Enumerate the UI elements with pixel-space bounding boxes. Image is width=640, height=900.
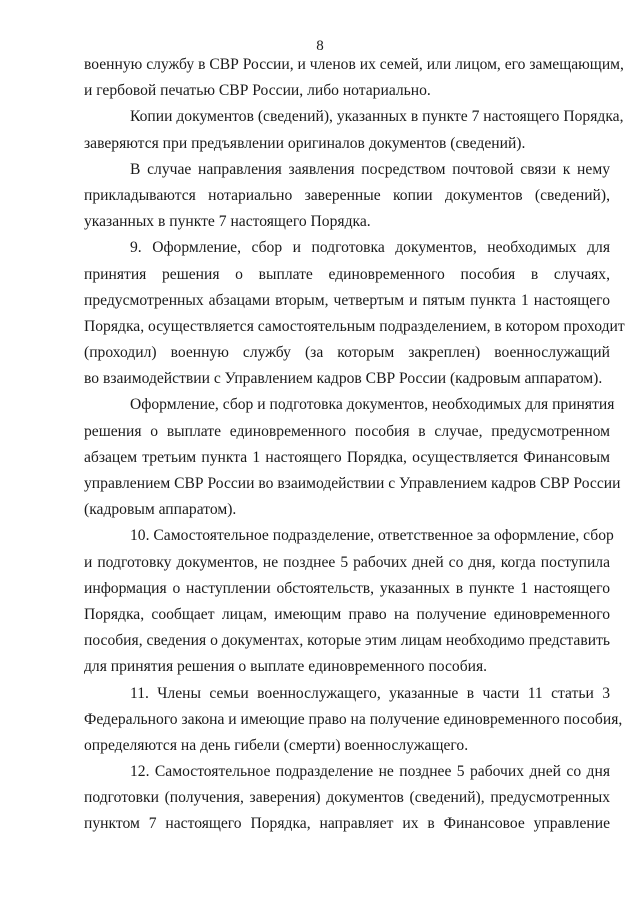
- text-line: пособия, сведения о документах, которые этим лицам необходимо представить: [84, 632, 610, 650]
- text-line: и подготовку документов, не позднее 5 рабочих дней со дня, когда поступила: [84, 553, 610, 571]
- paragraph: [84, 392, 621, 523]
- text-line: подготовки (получения, заверения) документов (сведений), предусмотренных: [84, 789, 610, 807]
- text-line: решения о выплате единовременного пособия в случае, предусмотренном: [84, 422, 610, 440]
- text-line: предусмотренных абзацами вторым, четвертым и пятым пункта 1 настоящего: [84, 291, 610, 309]
- text-line: заверяются при предъявлении оригиналов документов (сведений).: [84, 134, 526, 152]
- text-line: Порядка, сообщает лицам, имеющим право на получение единовременного: [84, 605, 610, 623]
- page-number: 8: [316, 38, 324, 54]
- text-line: (кадровым аппаратом).: [84, 501, 237, 519]
- text-line: Копии документов (сведений), указанных в пункте 7 настоящего Порядка,: [130, 108, 624, 126]
- text-line: принятия решения о выплате единовременного пособия в случаях,: [84, 265, 610, 283]
- text-line: абзацем третьим пункта 1 настоящего Порядка, осуществляется Финансовым: [84, 448, 610, 466]
- text-line: (проходил) военную службу (за которым закреплен) военнослужащий: [84, 344, 610, 362]
- text-line: Порядка, осуществляется самостоятельным подразделением, в котором проходит: [84, 317, 625, 335]
- paragraph: [84, 681, 623, 760]
- text-line: прикладываются нотариально заверенные копии документов (сведений),: [84, 186, 610, 204]
- text-line: пунктом 7 настоящего Порядка, направляет их в Финансовое управление: [84, 815, 610, 833]
- text-line: В случае направления заявления посредством почтовой связи к нему: [130, 160, 610, 178]
- paragraph: [84, 157, 610, 236]
- paragraph: [84, 104, 624, 156]
- paragraph: [84, 759, 610, 838]
- text-line: 12. Самостоятельное подразделение не позднее 5 рабочих дней со дня: [130, 763, 610, 781]
- text-line: и гербовой печатью СВР России, либо нотариально.: [84, 82, 431, 100]
- paragraph: [84, 523, 614, 680]
- document-body: [84, 52, 625, 838]
- text-line: определяются на день гибели (смерти) военнослужащего.: [84, 736, 469, 754]
- text-line: указанных в пункте 7 настоящего Порядка.: [84, 213, 371, 231]
- text-line: во взаимодействии с Управлением кадров СВР России (кадровым аппаратом).: [84, 370, 603, 388]
- text-line: Оформление, сбор и подготовка документов, необходимых для принятия: [130, 396, 615, 414]
- text-line: для принятия решения о выплате единовременного пособия.: [84, 658, 488, 676]
- text-line: 10. Самостоятельное подразделение, ответственное за оформление, сбор: [130, 527, 614, 545]
- text-line: 9. Оформление, сбор и подготовка документов, необходимых для: [130, 239, 610, 257]
- text-line: управлением СВР России во взаимодействии с Управлением кадров СВР России: [84, 475, 621, 492]
- paragraph: [84, 52, 624, 104]
- text-line: Федерального закона и имеющие право на получение единовременного пособия,: [84, 710, 623, 728]
- paragraph: [84, 235, 625, 392]
- text-line: военную службу в СВР России, и членов их семей, или лицом, его замещающим,: [84, 56, 624, 73]
- text-line: информация о наступлении обстоятельств, указанных в пункте 1 настоящего: [84, 579, 610, 597]
- text-line: 11. Члены семьи военнослужащего, указанные в части 11 статьи 3: [130, 684, 610, 702]
